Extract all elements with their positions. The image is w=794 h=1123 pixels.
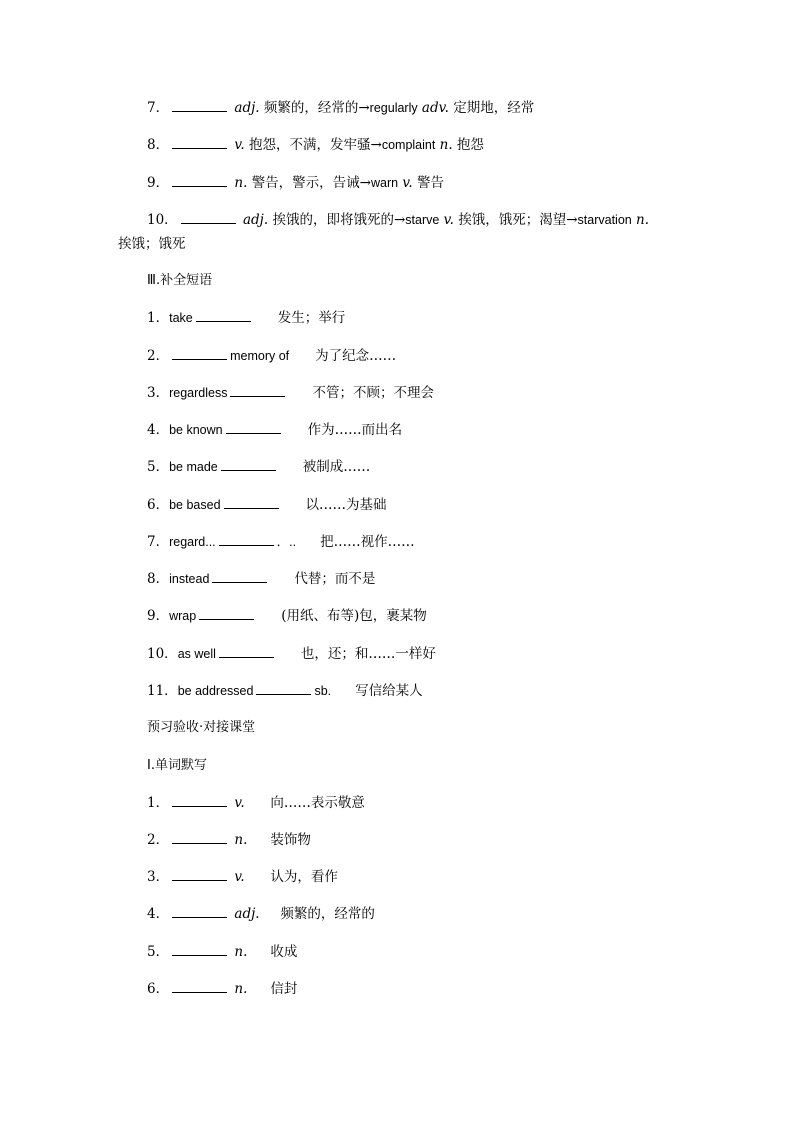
vocab-item-10-continued	[118, 235, 186, 253]
item-number: 5．	[147, 944, 170, 960]
section-title-dictation: Ⅰ.单词默写	[147, 758, 207, 773]
meaning: 写信给某人	[355, 683, 423, 699]
phrase-item-3	[147, 384, 434, 402]
dictation-item-1	[147, 794, 365, 812]
phrase-text: regardless	[169, 386, 228, 400]
meaning: 警告	[417, 175, 445, 191]
derived-word: regularly	[369, 101, 418, 115]
phrase-text: be based	[169, 498, 221, 512]
item-number: 7．	[147, 100, 170, 116]
answer-blank[interactable]	[199, 607, 254, 620]
dictation-item-2	[147, 831, 311, 849]
phrase-text: take	[169, 311, 193, 325]
part-of-speech: v.	[234, 137, 245, 153]
meaning: 装饰物	[270, 832, 311, 848]
meaning: 认为，看作	[270, 869, 338, 885]
meaning: 挨饿；饿死	[118, 236, 186, 252]
meaning: 发生；举行	[277, 310, 346, 326]
answer-blank[interactable]	[196, 309, 251, 322]
answer-blank[interactable]	[230, 384, 285, 397]
vocab-item-10	[147, 211, 649, 229]
phrase-item-5	[147, 458, 370, 476]
item-number: 10．	[147, 212, 178, 228]
item-number: 2．	[147, 832, 170, 848]
item-number: 8．	[147, 137, 170, 153]
item-number: 2．	[147, 348, 170, 364]
phrase-item-10	[147, 645, 436, 663]
vocab-item-8	[147, 136, 484, 154]
item-number: 5．	[147, 459, 170, 475]
phrase-text: instead	[169, 572, 210, 586]
phrase-text: memory of	[230, 349, 290, 363]
meaning: 频繁的，经常的	[280, 906, 375, 922]
part-of-speech: n.	[439, 137, 453, 153]
phrase-item-11	[147, 682, 423, 700]
meaning: 收成	[270, 944, 298, 960]
vocab-item-7	[147, 99, 534, 117]
meaning: 为了纪念……	[315, 348, 397, 364]
meaning: 频繁的，经常的→	[263, 100, 370, 116]
phrase-item-9	[147, 607, 427, 625]
meaning: 不管；不顾；不理会	[312, 385, 434, 401]
derived-word: warn	[371, 176, 399, 190]
answer-blank[interactable]	[172, 99, 227, 112]
answer-blank[interactable]	[212, 570, 267, 583]
phrase-item-2	[147, 347, 396, 365]
answer-blank[interactable]	[172, 174, 227, 187]
preview-section-title: 预习验收·对接课堂	[147, 720, 256, 735]
meaning: (用纸、布等)包，裹某物	[281, 608, 427, 624]
phrase-text: wrap	[169, 609, 197, 623]
phrase-text: be made	[169, 460, 218, 474]
item-number: 1．	[147, 795, 170, 811]
answer-blank[interactable]	[219, 645, 274, 658]
phrase-text: ．..	[276, 535, 297, 549]
phrase-item-1	[147, 309, 345, 327]
item-number: 11．	[147, 683, 178, 699]
item-number: 3．	[147, 869, 170, 885]
part-of-speech: v.	[234, 795, 245, 811]
meaning: 定期地，经常	[453, 100, 535, 116]
phrase-text: be known	[169, 423, 223, 437]
meaning: 向……表示敬意	[270, 795, 365, 811]
meaning: 代替；而不是	[294, 571, 376, 587]
item-number: 9．	[147, 608, 170, 624]
derived-word: starvation	[577, 213, 632, 227]
answer-blank[interactable]	[256, 682, 311, 695]
part-of-speech: n.	[234, 175, 248, 191]
part-of-speech: v.	[234, 869, 245, 885]
part-of-speech: n.	[234, 832, 248, 848]
meaning: 被制成……	[302, 459, 371, 475]
meaning: 抱怨，不满，发牢骚→	[249, 137, 382, 153]
answer-blank[interactable]	[172, 943, 227, 956]
meaning: 以……为基础	[305, 497, 387, 513]
meaning: 也，还；和……一样好	[300, 646, 436, 662]
meaning: 警告，警示，告诫→	[251, 175, 371, 191]
item-number: 4．	[147, 422, 170, 438]
dictation-item-5	[147, 943, 297, 961]
phrase-item-4	[147, 421, 402, 439]
dictation-item-4	[147, 905, 375, 923]
answer-blank[interactable]	[226, 421, 281, 434]
answer-blank[interactable]	[181, 211, 236, 224]
part-of-speech: v.	[402, 175, 413, 191]
section-title-phrases: Ⅲ.补全短语	[147, 273, 213, 288]
answer-blank[interactable]	[172, 136, 227, 149]
part-of-speech: adv.	[421, 100, 449, 116]
part-of-speech: adj.	[234, 906, 260, 922]
meaning: 作为……而出名	[307, 422, 403, 438]
vocab-item-9	[147, 174, 444, 192]
answer-blank[interactable]	[172, 831, 227, 844]
derived-word: starve	[405, 213, 440, 227]
answer-blank[interactable]	[172, 347, 227, 360]
item-number: 9．	[147, 175, 170, 191]
part-of-speech: n.	[636, 212, 650, 228]
item-number: 7．	[147, 534, 170, 550]
meaning: 挨饿，饿死；渴望→	[458, 212, 578, 228]
part-of-speech: v.	[443, 212, 454, 228]
answer-blank[interactable]	[172, 980, 227, 993]
answer-blank[interactable]	[221, 458, 276, 471]
answer-blank[interactable]	[172, 794, 227, 807]
phrase-text: regard...	[169, 535, 216, 549]
part-of-speech: adj.	[234, 100, 260, 116]
meaning: 抱怨	[456, 137, 484, 153]
item-number: 6．	[147, 981, 170, 997]
item-number: 3．	[147, 385, 170, 401]
item-number: 4．	[147, 906, 170, 922]
phrase-text: sb.	[314, 684, 332, 698]
answer-blank[interactable]	[172, 905, 227, 918]
phrase-item-8	[147, 570, 375, 588]
meaning: 挨饿的，即将饿死的→	[272, 212, 406, 228]
phrase-text: be addressed	[177, 684, 254, 698]
phrase-item-6	[147, 496, 387, 514]
part-of-speech: adj.	[242, 212, 269, 228]
part-of-speech: n.	[234, 944, 248, 960]
part-of-speech: n.	[234, 981, 248, 997]
item-number: 1．	[147, 310, 170, 326]
dictation-item-3	[147, 868, 338, 886]
item-number: 10．	[147, 646, 178, 662]
derived-word: complaint	[381, 138, 436, 152]
item-number: 6．	[147, 497, 170, 513]
phrase-item-7	[147, 533, 415, 551]
item-number: 8．	[147, 571, 170, 587]
answer-blank[interactable]	[172, 868, 227, 881]
answer-blank[interactable]	[219, 533, 274, 546]
meaning: 把……视作……	[320, 534, 415, 550]
dictation-item-6	[147, 980, 297, 998]
answer-blank[interactable]	[224, 496, 279, 509]
meaning: 信封	[270, 981, 298, 997]
phrase-text: as well	[177, 647, 216, 661]
